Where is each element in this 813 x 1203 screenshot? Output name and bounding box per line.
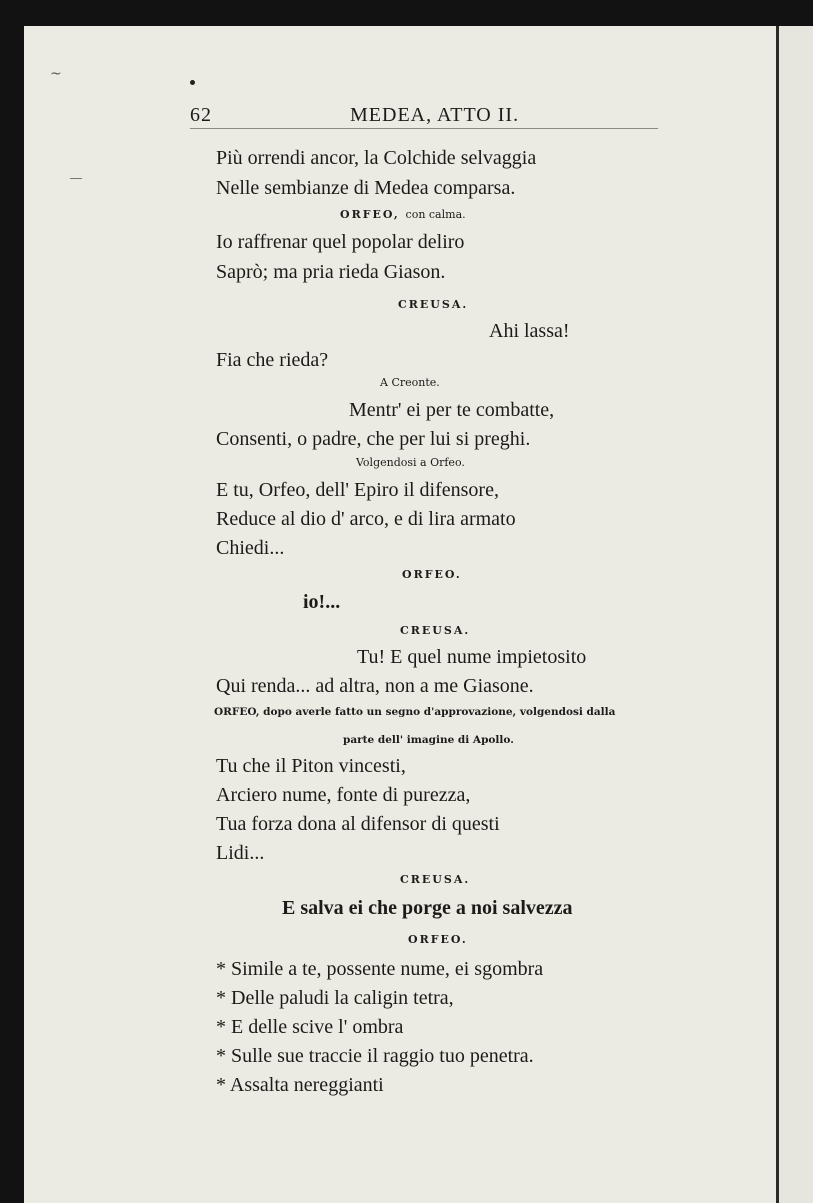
verse-line: Reduce al dio d' arco, e di lira armato: [216, 508, 516, 530]
stage-direction: Volgendosi a Orfeo.: [356, 456, 465, 469]
margin-mark: ~: [50, 66, 62, 82]
speaker-name: ORFEO.: [408, 933, 468, 946]
header-rule: [190, 128, 658, 129]
verse-line: Arciero nume, fonte di purezza,: [216, 784, 471, 806]
stage-direction: A Creonte.: [380, 376, 440, 389]
verse-line: io!...: [303, 591, 341, 613]
speaker-name: CREUSA.: [398, 298, 469, 311]
verse-line: Tu che il Piton vincesti,: [216, 755, 406, 777]
margin-dash: [70, 178, 82, 179]
verse-line: Io raffrenar quel popolar deliro: [216, 231, 465, 253]
stage-direction: ORFEO, dopo averle fatto un segno d'approvazione, volgendosi dalla: [214, 706, 616, 718]
verse-line: Consenti, o padre, che per lui si preghi.: [216, 428, 531, 450]
verse-line: Ahi lassa!: [489, 320, 570, 342]
verse-line: E tu, Orfeo, dell' Epiro il difensore,: [216, 479, 499, 501]
stage-direction: parte dell' imagine di Apollo.: [343, 734, 514, 746]
speaker-name: ORFEO,: [340, 208, 400, 221]
verse-line: * Sulle sue traccie il raggio tuo penetra.: [216, 1045, 534, 1067]
ink-dot: [190, 80, 195, 85]
verse-line: Chiedi...: [216, 537, 285, 559]
speaker-name: CREUSA.: [400, 873, 471, 886]
verse-line: Mentr' ei per te combatte,: [349, 399, 555, 421]
speaker-name: ORFEO.: [402, 568, 462, 581]
running-title: MEDEA, ATTO II.: [350, 104, 520, 126]
verse-line: Più orrendi ancor, la Colchide selvaggia: [216, 147, 537, 169]
verse-line: E salva ei che porge a noi salvezza: [282, 897, 573, 919]
verse-line: * Assalta nereggianti: [216, 1074, 384, 1096]
verse-line: * E delle scive l' ombra: [216, 1016, 404, 1038]
speaker-name: CREUSA.: [400, 624, 471, 637]
verse-line: * Simile a te, possente nume, ei sgombra: [216, 958, 544, 980]
speaker-heading: [340, 208, 466, 221]
verse-line: Nelle sembianze di Medea comparsa.: [216, 177, 516, 199]
verse-line: Saprò; ma pria rieda Giason.: [216, 261, 446, 283]
stage-direction: con calma.: [405, 208, 466, 221]
verse-line: Tu! E quel nume impietosito: [357, 646, 587, 668]
verse-line: Lidi...: [216, 842, 265, 864]
verse-line: Tua forza dona al difensor di questi: [216, 813, 500, 835]
verse-line: Qui renda... ad altra, non a me Giasone.: [216, 675, 534, 697]
page-number: 62: [190, 104, 212, 126]
next-page-edge: [779, 26, 813, 1203]
verse-line: * Delle paludi la caligin tetra,: [216, 987, 454, 1009]
verse-line: Fia che rieda?: [216, 349, 329, 371]
